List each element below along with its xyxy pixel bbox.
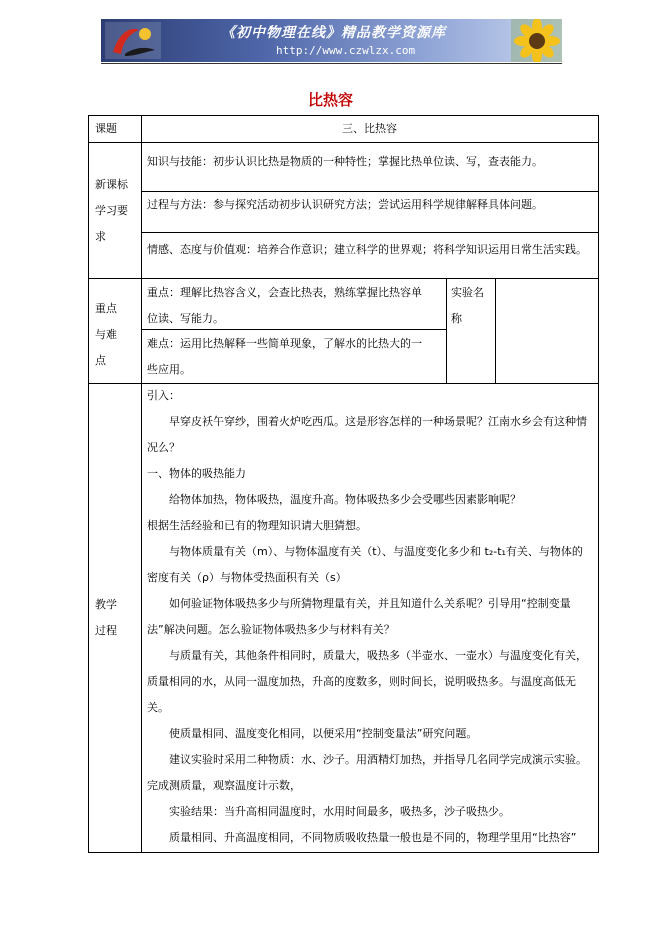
teaching-process-content [147, 383, 593, 851]
column-divider [141, 116, 142, 852]
site-url[interactable]: http://www.czwlzx.com [276, 44, 416, 57]
site-title: 《初中物理在线》精品教学资源库 [221, 25, 446, 41]
row-divider [89, 142, 598, 143]
site-logo-icon [105, 22, 161, 59]
topic-label: 课题 [95, 122, 117, 135]
key-point: 重点：理解比热容含义，会查比热表，熟练掌握比热容单 位读、写能力。 [147, 286, 422, 325]
process-paragraph: 一、物体的吸热能力 [147, 467, 246, 480]
topic-value: 三、比热容 [342, 122, 397, 135]
row-divider [89, 278, 598, 279]
process-paragraph: 实验结果：当升高相同温度时，水用时间最多，吸热多，沙子吸热少。 [169, 805, 510, 818]
process-paragraph: 早穿皮袄午穿纱，围着火炉吃西瓜。这是形容怎样的一种场景呢？江南水乡会有这种情况么？ [147, 415, 587, 454]
row-divider [141, 232, 598, 233]
page-title: 比热容 [307, 91, 353, 109]
key-points-label: 重点 与难 点 [95, 302, 117, 367]
header-banner [101, 19, 562, 62]
experiment-name-label: 实验名 称 [451, 286, 484, 325]
column-divider [446, 278, 447, 383]
process-paragraph: 根据生活经验和已有的物理知识请大胆猜想。 [147, 519, 367, 532]
process-paragraph: 与物体质量有关（m）、与物体温度有关（t）、与温度变化多少和 t₂-t₁有关、与物体的密度有关（ρ）与物体受热面积有关（s） [147, 545, 583, 584]
process-paragraph: 质量相同、升高温度相同，不同物质吸收热量一般也是不同的，物理学里用“比热容” [169, 831, 577, 844]
process-paragraph: 给物体加热，物体吸热，温度升高。物体吸热多少会受哪些因素影响呢？ [169, 493, 521, 506]
process-paragraph: 引入： [147, 389, 180, 402]
process-objective: 过程与方法：参与探究活动初步认识研究方法；尝试运用科学规律解释具体问题。 [147, 198, 543, 211]
process-paragraph: 使质量相同、温度变化相同，以便采用“控制变量法”研究问题。 [169, 727, 478, 740]
sunflower-icon [511, 19, 562, 62]
column-divider [495, 278, 496, 383]
process-paragraph: 与质量有关，其他条件相同时，质量大，吸热多（半壶水、一壶水）与温度变化有关，质量相同的水，从同一温度加热，升高的度数多，则时间长，说明吸热多。与温度高低无关。 [147, 649, 587, 714]
attitude-objective: 情感、态度与价值观：培养合作意识；建立科学的世界观；将科学知识运用日常生活实践。 [147, 243, 587, 256]
lesson-plan-table [88, 115, 599, 853]
process-paragraph: 建议实验时采用二种物质：水、沙子。用酒精灯加热，并指导几名同学完成演示实验。完成测质量，观察温度计示数， [147, 753, 587, 792]
teaching-process-label: 教学 过程 [95, 598, 117, 637]
row-divider [141, 191, 598, 192]
header-divider [101, 63, 562, 64]
knowledge-objective: 知识与技能：初步认识比热是物质的一种特性；掌握比热单位读、写，查表能力。 [147, 155, 543, 168]
objectives-label: 新课标 学习要 求 [95, 178, 128, 243]
difficult-point: 难点：运用比热解释一些简单现象，了解水的比热大的一 些应用。 [147, 337, 422, 376]
process-paragraph: 如何验证物体吸热多少与所猜物理量有关，并且知道什么关系呢？引导用“控制变量法”解决问题。怎么验证物体吸热多少与材料有关？ [147, 597, 571, 636]
